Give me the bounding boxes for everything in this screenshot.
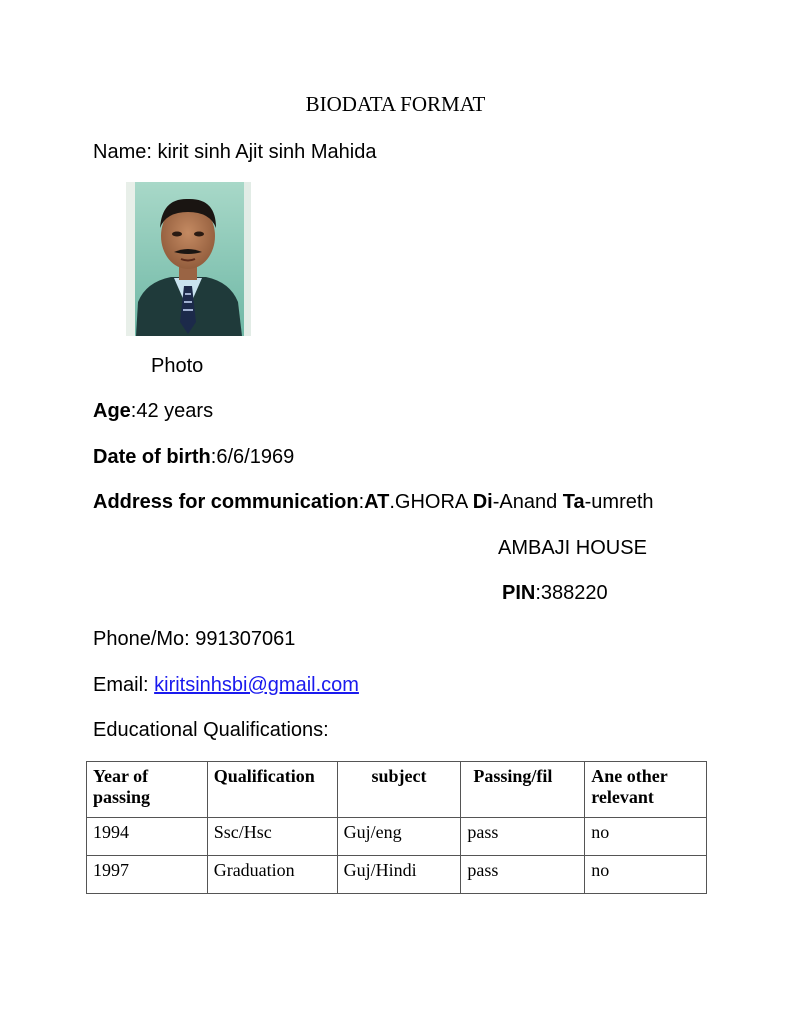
cell-qualification: Graduation xyxy=(207,856,337,894)
address-ta-label: Ta xyxy=(562,491,585,513)
header-year: Year of passing xyxy=(87,762,208,818)
email-link[interactable]: kiritsinhsbi@gmail.com xyxy=(154,674,359,696)
address-di-label: Di xyxy=(472,491,493,513)
header-other: Ane other relevant xyxy=(585,762,707,818)
name-line xyxy=(93,139,376,165)
age-label: Age xyxy=(93,400,131,422)
cell-subject: Guj/Hindi xyxy=(337,856,461,894)
phone-line xyxy=(93,626,295,652)
table-row xyxy=(87,818,707,856)
page-title: BIODATA FORMAT xyxy=(305,92,486,116)
header-qualification: Qualification xyxy=(207,762,337,818)
address-label: Address for communication xyxy=(93,491,359,513)
address-ta-value: -umreth xyxy=(584,491,654,513)
dob-value: :6/6/1969 xyxy=(210,446,295,468)
education-table xyxy=(86,761,707,894)
cell-year: 1997 xyxy=(87,856,208,894)
email-label: Email: xyxy=(93,674,155,696)
cell-subject: Guj/eng xyxy=(337,818,461,856)
dob-line xyxy=(93,444,294,470)
cell-passing: pass xyxy=(461,856,585,894)
header-subject: subject xyxy=(337,762,461,818)
cell-passing: pass xyxy=(461,818,585,856)
photo-caption: Photo xyxy=(151,355,204,377)
cell-other: no xyxy=(585,818,707,856)
pin-label: PIN xyxy=(502,582,536,604)
address-at-value: .GHORA xyxy=(389,491,473,513)
profile-photo xyxy=(126,182,251,336)
address-di-value: -Anand xyxy=(492,491,563,513)
age-line xyxy=(93,398,213,424)
email-line xyxy=(93,672,359,698)
address-at-label: AT xyxy=(364,491,390,513)
cell-year: 1994 xyxy=(87,818,208,856)
portrait-image xyxy=(126,182,251,336)
table-header-row xyxy=(87,762,707,818)
name-value: kirit sinh Ajit sinh Mahida xyxy=(157,141,377,163)
cell-qualification: Ssc/Hsc xyxy=(207,818,337,856)
education-heading: Educational Qualifications: xyxy=(93,719,329,741)
name-label: Name: xyxy=(93,141,158,163)
address-line xyxy=(93,489,654,515)
header-passing: Passing/fil xyxy=(461,762,585,818)
dob-label: Date of birth xyxy=(93,446,211,468)
address-line-2: AMBAJI HOUSE xyxy=(498,537,647,559)
pin-value: :388220 xyxy=(535,582,608,604)
age-value: :42 years xyxy=(130,400,214,422)
phone-label: Phone/Mo: xyxy=(93,628,196,650)
pin-line xyxy=(502,580,608,606)
table-row xyxy=(87,856,707,894)
phone-value: 991307061 xyxy=(195,628,296,650)
cell-other: no xyxy=(585,856,707,894)
address-separator: : xyxy=(358,491,365,513)
